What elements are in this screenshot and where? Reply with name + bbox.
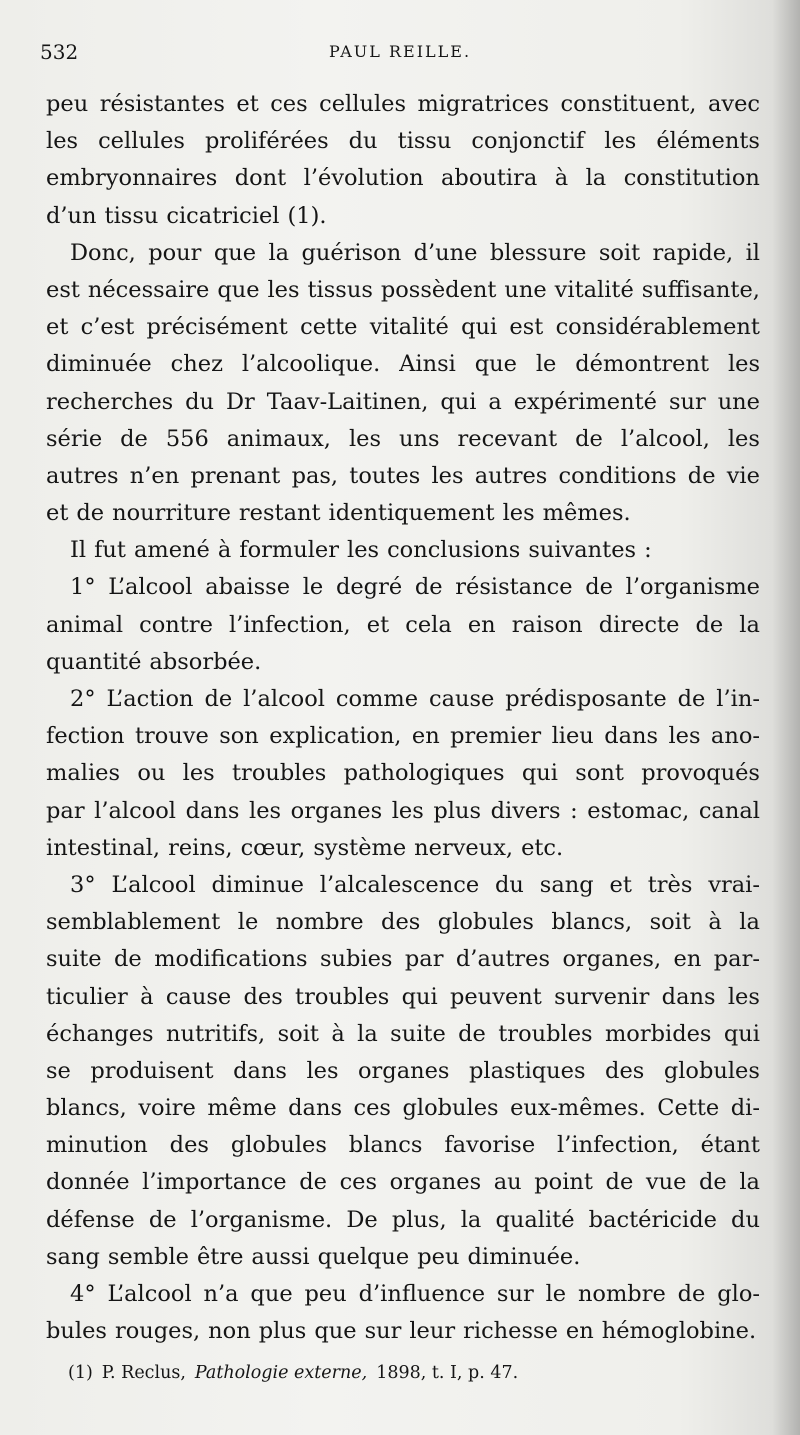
text-line: ticulier à cause des troubles qui peuvent survenir dans les [46, 983, 760, 1010]
text-line: les cellules proliférées du tissu conjonctif les éléments [46, 128, 760, 155]
footnote-title: Pathologie externe, [194, 1363, 368, 1383]
text-line: Il fut amené à formuler les conclusions suivantes : [70, 537, 652, 564]
text-line: 3° L’alcool diminue l’alcalescence du sang et très vrai- [70, 871, 760, 898]
text-line: bules rouges, non plus que sur leur richesse en hémoglobine. [46, 1318, 757, 1345]
text-line: défense de l’organisme. De plus, la qualité bactéricide du [46, 1206, 760, 1233]
text-line: donnée l’importance de ces organes au point de vue de la [46, 1169, 760, 1196]
page-header [0, 40, 800, 80]
text-line: blancs, voire même dans ces globules eux-mêmes. Cette di- [46, 1095, 760, 1122]
text-line: 4° L’alcool n’a que peu d’influence sur le nombre de glo- [70, 1281, 760, 1307]
footnote-details: 1898, t. I, p. 47. [376, 1363, 519, 1383]
footnote-author: P. Reclus, [101, 1363, 186, 1383]
text-line: quantité absorbée. [46, 648, 262, 675]
text-line: sang semble être aussi quelque peu diminuée. [46, 1243, 581, 1270]
text-line: série de 556 animaux, les uns recevant de l’alcool, les [46, 425, 760, 452]
text-line: diminuée chez l’alcoolique. Ainsi que le démontrent les [46, 351, 760, 378]
text-line: recherches du Dr Taav-Laitinen, qui a expérimenté sur une [46, 388, 760, 415]
text-line: par l’alcool dans les organes les plus divers : estomac, canal [46, 797, 760, 824]
body-text [46, 86, 760, 1350]
text-line: malies ou les troubles pathologiques qui sont provoqués [46, 760, 760, 787]
text-line: peu résistantes et ces cellules migratrices constituent, avec [46, 91, 760, 117]
footnote [68, 1363, 518, 1383]
text-line: Donc, pour que la guérison d’une blessure soit rapide, il [70, 239, 760, 266]
text-line: 2° L’action de l’alcool comme cause prédisposante de l’in- [70, 686, 760, 712]
text-line: échanges nutritifs, soit à la suite de troubles morbides qui [46, 1020, 760, 1047]
text-line: et de nourriture restant identiquement les mêmes. [46, 500, 631, 527]
text-line: autres n’en prenant pas, toutes les autres conditions de vie [46, 462, 760, 489]
page-number: 532 [40, 40, 79, 64]
footnote-marker: (1) [68, 1363, 93, 1383]
running-head: PAUL REILLE. [328, 42, 472, 61]
text-line: embryonnaires dont l’évolution aboutira à la constitution [46, 165, 760, 192]
text-line: animal contre l’infection, et cela en raison directe de la [46, 611, 760, 638]
text-line: minution des globules blancs favorise l’infection, étant [46, 1132, 760, 1159]
text-line: se produisent dans les organes plastiques des globules [46, 1057, 760, 1084]
text-line: semblablement le nombre des globules blancs, soit à la [46, 909, 760, 936]
text-line: est nécessaire que les tissus possèdent une vitalité suffisante, [46, 276, 760, 303]
text-line: fection trouve son explication, en premier lieu dans les ano- [46, 723, 760, 750]
text-line: 1° L’alcool abaisse le degré de résistance de l’organisme [70, 574, 760, 601]
text-line: suite de modifications subies par d’autres organes, en par- [46, 946, 760, 973]
text-line: intestinal, reins, cœur, système nerveux, etc. [46, 834, 564, 861]
text-line: et c’est précisément cette vitalité qui est considérablement [46, 314, 760, 341]
page-edge-shadow [772, 0, 800, 1435]
text-line: d’un tissu cicatriciel (1). [46, 202, 327, 229]
